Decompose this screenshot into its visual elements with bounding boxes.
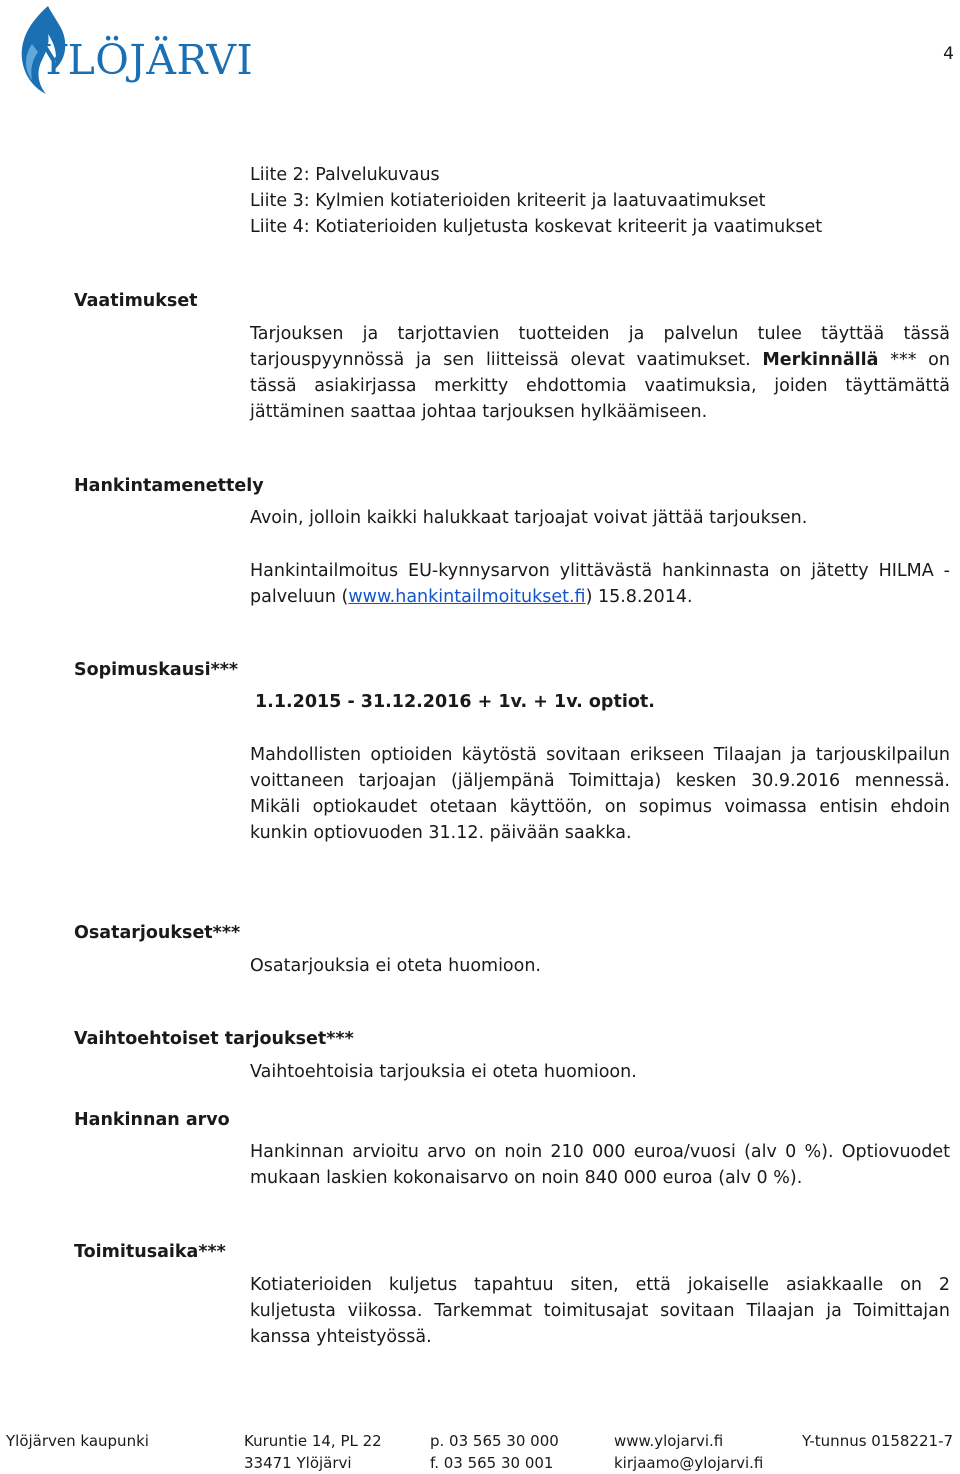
notice-text-after: ) 15.8.2014. (585, 587, 693, 607)
attachment-line: Liite 2: Palvelukuvaus (250, 165, 440, 185)
contract-period-text: Mahdollisten optioiden käytöstä sovitaan erikseen Tilaajan ja tarjouskilpailun voittaneen tarjoajan (jäljempänä Toimittaja) kesken 30.9.2016 mennessä. Mikäli optiokaudet otetaan käyttöön, on sopimus voimassa entisin ehdoin kunkin optiovuoden 31.12. päivään saakka. (250, 745, 950, 843)
footer-web-link[interactable]: www.ylojarvi.fi (614, 1432, 724, 1450)
partial-offers-text: Osatarjouksia ei oteta huomioon. (250, 956, 541, 976)
section-heading-toimitusaika: Toimitusaika*** (74, 1242, 226, 1262)
contract-period: 1.1.2015 - 31.12.2016 + 1v. + 1v. optiot. (255, 692, 655, 712)
requirements-text: Tarjouksen ja tarjottavien tuotteiden ja palvelun tulee täyttää tässä tarjouspyynnössä ja sen liitteissä olevat vaatimukset. (250, 324, 950, 370)
procedure-text: Avoin, jolloin kaikki halukkaat tarjoajat voivat jättää tarjouksen. (250, 508, 808, 528)
footer-address-line1: Kuruntie 14, PL 22 (244, 1432, 382, 1450)
alternative-offers-text: Vaihtoehtoisia tarjouksia ei oteta huomioon. (250, 1062, 637, 1082)
section-text-vaatimukset (250, 321, 950, 425)
section-heading-osatarjoukset: Osatarjoukset*** (74, 923, 241, 943)
notice-text-before: Hankintailmoitus EU-kynnysarvon ylittävästä hankinnasta on jätetty HILMA -palveluun ( (250, 561, 950, 607)
page-number: 4 (943, 44, 954, 64)
procurement-value-text: Hankinnan arvioitu arvo on noin 210 000 euroa/vuosi (alv 0 %). Optiovuodet mukaan laskien kokonaisarvo on noin 840 000 euroa (alv 0 %). (250, 1142, 950, 1188)
section-heading-vaihtoehtoiset: Vaihtoehtoiset tarjoukset*** (74, 1029, 354, 1049)
attachment-line: Liite 4: Kotiaterioiden kuljetusta koskevat kriteerit ja vaatimukset (250, 217, 823, 237)
procedure-notice-text (250, 558, 950, 610)
footer-phone: p. 03 565 30 000 (430, 1432, 559, 1450)
section-heading-vaatimukset: Vaatimukset (74, 291, 198, 311)
hilma-link[interactable]: www.hankintailmoitukset.fi (348, 587, 586, 607)
footer-fax: f. 03 565 30 001 (430, 1454, 554, 1472)
requirements-text-rest: *** on tässä asiakirjassa merkitty ehdottomia vaatimuksia, joiden täyttämättä jättäminen saattaa johtaa tarjouksen hylkäämiseen. (250, 350, 950, 422)
delivery-time-text: Kotiaterioiden kuljetus tapahtuu siten, että jokaiselle asiakkaalle on 2 kuljetusta viikossa. Tarkemmat toimitusajat sovitaan Tilaajan ja Toimittajan kanssa yhteistyössä. (250, 1275, 950, 1347)
footer-address-line2: 33471 Ylöjärvi (244, 1454, 352, 1472)
footer-email-link[interactable]: kirjaamo@ylojarvi.fi (614, 1454, 764, 1472)
attachment-line: Liite 3: Kylmien kotiaterioiden kriteerit ja laatuvaatimukset (250, 191, 766, 211)
footer-business-id: Y-tunnus 0158221-7 (802, 1432, 954, 1450)
section-heading-hankintamenettely: Hankintamenettely (74, 476, 264, 496)
requirements-text-bold: Merkinnällä (762, 350, 879, 370)
city-logo (8, 4, 253, 96)
logo-wordmark: YLÖJÄRVI (40, 36, 254, 84)
section-heading-hankinnan-arvo: Hankinnan arvo (74, 1110, 230, 1130)
footer-org: Ylöjärven kaupunki (6, 1432, 149, 1450)
section-heading-sopimuskausi: Sopimuskausi*** (74, 660, 239, 680)
